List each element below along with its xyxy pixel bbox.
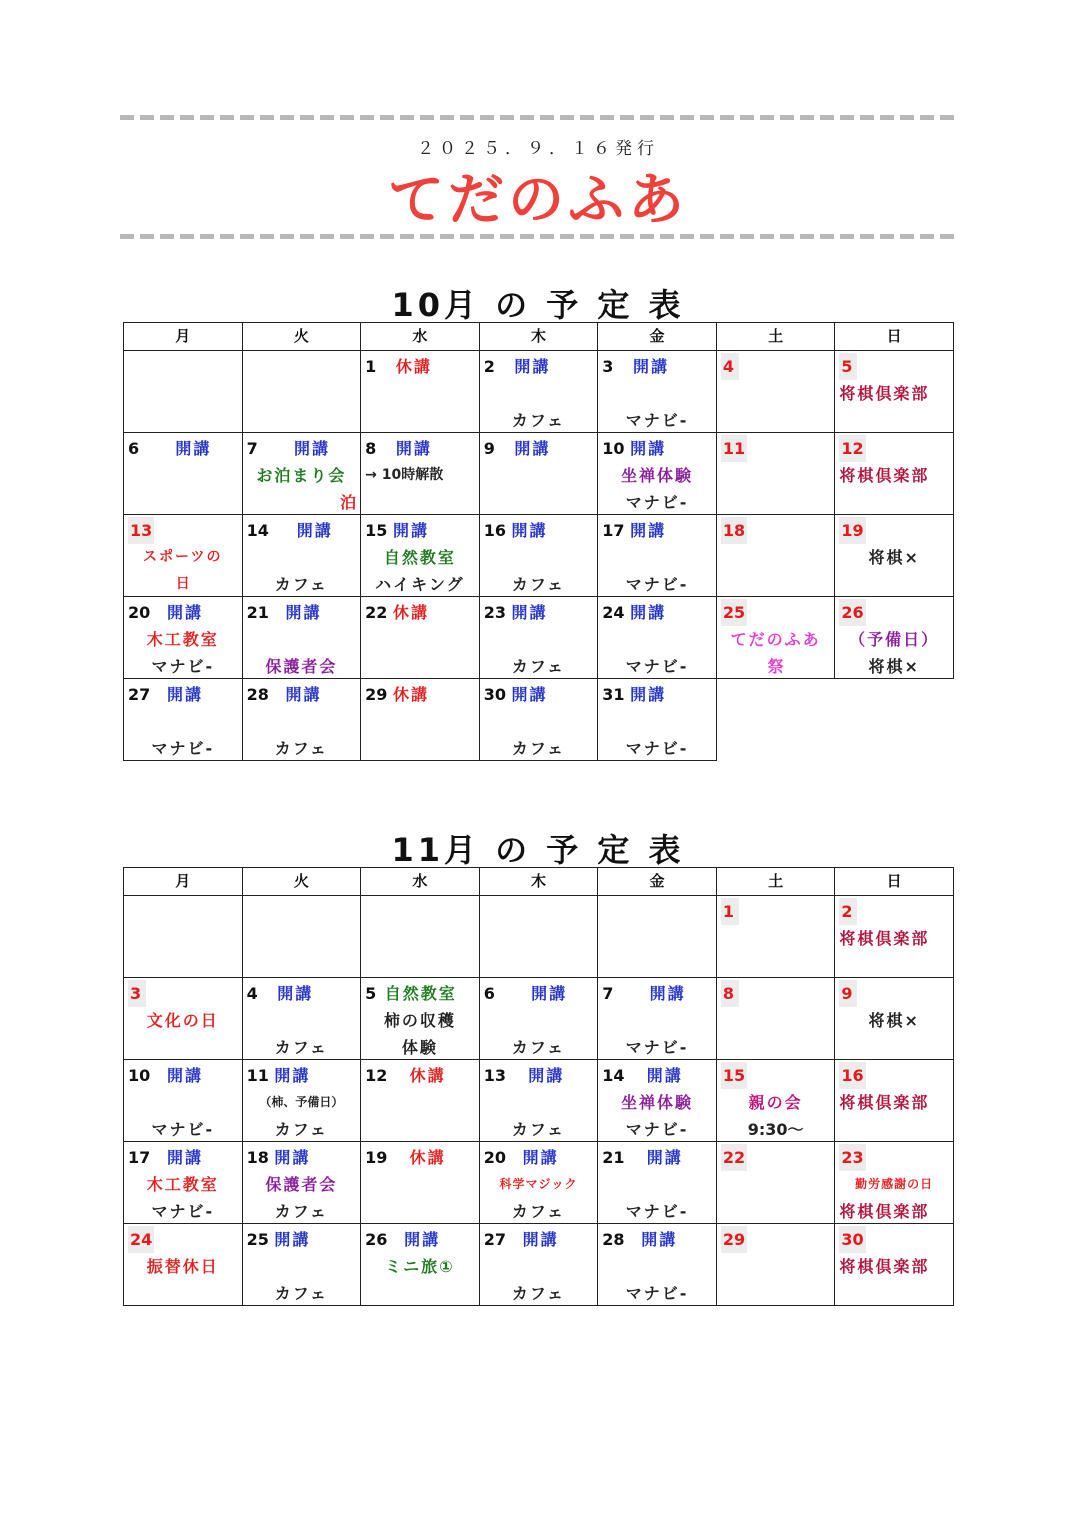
day-cell xyxy=(361,351,480,433)
day-cell xyxy=(835,433,954,515)
status-open: 開講 xyxy=(285,603,322,622)
day-cell-empty xyxy=(124,896,243,978)
status-open: 開講 xyxy=(175,439,212,458)
note-no-shogi: 将棋× xyxy=(868,657,920,676)
day-number: 10 xyxy=(128,1066,151,1085)
status-open: 開講 xyxy=(277,984,314,1003)
day-cell-empty xyxy=(598,896,717,978)
day-cell xyxy=(598,515,717,597)
day-number: 29 xyxy=(721,1226,747,1253)
day-cell-empty xyxy=(361,896,480,978)
day-cell xyxy=(835,351,954,433)
day-number: 17 xyxy=(602,521,625,540)
day-number: 23 xyxy=(839,1144,865,1171)
day-cell xyxy=(124,597,243,679)
day-cell xyxy=(598,679,717,761)
day-cell xyxy=(124,978,243,1060)
day-cell xyxy=(835,515,954,597)
day-number: 6 xyxy=(128,439,140,458)
day-number: 14 xyxy=(246,521,269,540)
day-cell-empty xyxy=(243,896,362,978)
note-manabi: マナビ- xyxy=(625,1120,689,1139)
day-number: 20 xyxy=(483,1148,506,1167)
status-open: 開講 xyxy=(630,521,667,540)
note-shogi-club: 将棋倶楽部 xyxy=(839,1202,930,1221)
day-number: 14 xyxy=(602,1066,625,1085)
day-number: 12 xyxy=(839,435,865,462)
day-cell-blank xyxy=(835,679,954,761)
status-open: 開講 xyxy=(528,1066,565,1085)
status-open: 開講 xyxy=(630,439,667,458)
status-open: 開講 xyxy=(641,1230,678,1249)
day-cell xyxy=(243,1142,362,1224)
day-number: 22 xyxy=(365,603,388,622)
event-mini-trip: ミニ旅① xyxy=(385,1257,455,1276)
day-number: 29 xyxy=(365,685,388,704)
day-number: 19 xyxy=(365,1148,388,1167)
status-open: 開講 xyxy=(514,357,551,376)
day-cell xyxy=(598,1224,717,1306)
weekday-wed: 水 xyxy=(361,323,480,351)
day-cell xyxy=(717,1224,836,1306)
event-persimmon-harvest: 柿の収穫 xyxy=(383,1011,456,1030)
day-number: 3 xyxy=(128,980,146,1007)
status-open: 開講 xyxy=(514,439,551,458)
note-cafe: カフェ xyxy=(274,739,328,758)
weekday-tue: 火 xyxy=(243,868,362,896)
note-parents-meeting: 保護者会 xyxy=(265,657,338,676)
day-cell xyxy=(480,978,599,1060)
day-cell xyxy=(124,1224,243,1306)
note-experience: 体験 xyxy=(401,1038,438,1057)
day-cell xyxy=(598,978,717,1060)
note-manabi: マナビ- xyxy=(625,1202,689,1221)
day-cell xyxy=(480,1142,599,1224)
status-open: 開講 xyxy=(285,685,322,704)
status-open: 開講 xyxy=(274,1230,311,1249)
day-cell xyxy=(717,597,836,679)
day-cell xyxy=(361,1224,480,1306)
day-number: 16 xyxy=(483,521,506,540)
status-closed: 休講 xyxy=(409,1148,446,1167)
day-cell xyxy=(480,515,599,597)
weekday-wed: 水 xyxy=(361,868,480,896)
day-cell xyxy=(835,978,954,1060)
day-cell xyxy=(361,978,480,1060)
note-cafe: カフェ xyxy=(274,1038,328,1057)
october-calendar xyxy=(123,322,954,761)
event-zazen: 坐禅体験 xyxy=(621,1093,694,1112)
weekday-mon: 月 xyxy=(124,323,243,351)
event-labor-thanksgiving: 勤労感謝の日 xyxy=(855,1177,934,1191)
day-number: 12 xyxy=(365,1066,388,1085)
note-cafe: カフェ xyxy=(274,1202,328,1221)
status-open: 開講 xyxy=(522,1148,559,1167)
event-woodwork: 木工教室 xyxy=(146,1175,219,1194)
note-cafe: カフェ xyxy=(511,411,566,430)
day-cell xyxy=(361,1060,480,1142)
day-cell xyxy=(717,978,836,1060)
day-number: 18 xyxy=(721,517,747,544)
event-festival: てだのふあ xyxy=(730,630,821,649)
note-manabi: マナビ- xyxy=(151,1120,215,1139)
day-number: 25 xyxy=(721,599,747,626)
november-title: 11月 の 予 定 表 xyxy=(391,831,685,869)
event-reserve-day: （予備日） xyxy=(849,630,940,649)
note-cafe: カフェ xyxy=(511,1284,566,1303)
day-number: 8 xyxy=(365,439,377,458)
day-cell xyxy=(243,433,362,515)
note-manabi: マナビ- xyxy=(151,657,215,676)
day-number: 17 xyxy=(128,1148,151,1167)
weekday-fri: 金 xyxy=(598,868,717,896)
day-number: 20 xyxy=(128,603,151,622)
event-shogi-club: 将棋倶楽部 xyxy=(839,384,930,403)
day-cell xyxy=(717,896,836,978)
status-open: 開講 xyxy=(511,521,548,540)
issue-date: ２０２５．９．１６発行 xyxy=(417,139,659,159)
day-cell xyxy=(361,679,480,761)
day-number: 25 xyxy=(246,1230,269,1249)
day-cell xyxy=(598,1142,717,1224)
day-number: 30 xyxy=(483,685,506,704)
event-sleepover: お泊まり会 xyxy=(256,466,347,485)
day-cell xyxy=(243,1060,362,1142)
day-number: 9 xyxy=(839,980,857,1007)
day-cell xyxy=(361,433,480,515)
note-manabi: マナビ- xyxy=(625,411,689,430)
weekday-fri: 金 xyxy=(598,323,717,351)
event-sports-day: スポーツの xyxy=(143,549,223,565)
event-persimmon-reserve: （柿、予備日） xyxy=(259,1095,344,1109)
status-closed: 休講 xyxy=(392,603,429,622)
status-closed: 休講 xyxy=(409,1066,446,1085)
day-number: 9 xyxy=(483,439,495,458)
day-cell xyxy=(480,597,599,679)
day-number: 16 xyxy=(839,1062,865,1089)
day-cell xyxy=(361,1142,480,1224)
event-nature-class: 自然教室 xyxy=(383,548,456,567)
weekday-tue: 火 xyxy=(243,323,362,351)
note-manabi: マナビ- xyxy=(151,1202,215,1221)
weekday-thu: 木 xyxy=(480,323,599,351)
day-number: 6 xyxy=(483,984,495,1003)
weekday-sat: 土 xyxy=(717,323,836,351)
day-number: 2 xyxy=(839,898,857,925)
day-number: 1 xyxy=(365,357,377,376)
day-cell-blank xyxy=(717,679,836,761)
event-science-magic: 科学マジック xyxy=(499,1177,578,1191)
day-number: 30 xyxy=(839,1226,865,1253)
day-number: 15 xyxy=(721,1062,747,1089)
day-cell xyxy=(124,515,243,597)
note-cafe: カフェ xyxy=(511,575,566,594)
event-zazen: 坐禅体験 xyxy=(621,466,694,485)
top-divider xyxy=(120,115,958,120)
status-open: 開講 xyxy=(630,685,667,704)
day-number: 27 xyxy=(128,685,151,704)
weekday-sat: 土 xyxy=(717,868,836,896)
october-title: 10月 の 予 定 表 xyxy=(391,286,685,324)
day-number: 24 xyxy=(602,603,625,622)
day-cell xyxy=(480,1060,599,1142)
day-number: 19 xyxy=(839,517,865,544)
status-open: 開講 xyxy=(646,1066,683,1085)
weekday-mon: 月 xyxy=(124,868,243,896)
status-open: 開講 xyxy=(630,603,667,622)
day-cell-empty xyxy=(124,351,243,433)
status-open: 開講 xyxy=(511,685,548,704)
status-closed: 休講 xyxy=(395,357,432,376)
day-cell xyxy=(835,1142,954,1224)
day-number: 27 xyxy=(483,1230,506,1249)
day-cell xyxy=(598,433,717,515)
note-cafe: カフェ xyxy=(511,739,566,758)
day-cell xyxy=(361,597,480,679)
day-cell xyxy=(480,1224,599,1306)
day-number: 21 xyxy=(246,603,269,622)
note-manabi: マナビ- xyxy=(625,1284,689,1303)
day-number: 23 xyxy=(483,603,506,622)
day-number: 5 xyxy=(839,353,857,380)
status-open: 開講 xyxy=(522,1230,559,1249)
day-number: 7 xyxy=(246,439,258,458)
event-parents-group: 親の会 xyxy=(748,1093,803,1112)
note-hiking: ハイキング xyxy=(375,575,465,594)
note-manabi: マナビ- xyxy=(625,657,689,676)
day-number: 11 xyxy=(721,435,747,462)
status-open: 開講 xyxy=(511,603,548,622)
event-culture-day: 文化の日 xyxy=(146,1011,219,1030)
day-cell xyxy=(717,515,836,597)
status-open: 開講 xyxy=(531,984,568,1003)
event-dismissal: → 10時解散 xyxy=(365,467,444,483)
event-no-shogi: 将棋× xyxy=(868,1011,920,1030)
day-number: 3 xyxy=(602,357,614,376)
status-open: 開講 xyxy=(632,357,669,376)
day-number: 13 xyxy=(128,517,154,544)
note-cafe: カフェ xyxy=(511,1202,566,1221)
day-number: 8 xyxy=(721,980,739,1007)
status-open: 開講 xyxy=(166,1066,203,1085)
note-cafe: カフェ xyxy=(274,1120,328,1139)
note-manabi: マナビ- xyxy=(625,739,689,758)
day-cell xyxy=(124,433,243,515)
day-cell xyxy=(717,433,836,515)
day-number: 26 xyxy=(365,1230,388,1249)
status-open: 開講 xyxy=(274,1148,311,1167)
status-open: 開講 xyxy=(392,521,429,540)
day-number: 26 xyxy=(839,599,865,626)
day-number: 31 xyxy=(602,685,625,704)
note-cafe: カフェ xyxy=(511,1120,566,1139)
status-open: 開講 xyxy=(646,1148,683,1167)
day-cell xyxy=(124,1060,243,1142)
day-cell-empty xyxy=(480,896,599,978)
event-shogi-club: 将棋倶楽部 xyxy=(839,1093,930,1112)
event-no-shogi: 将棋× xyxy=(868,548,920,567)
day-number: 28 xyxy=(246,685,269,704)
day-number: 10 xyxy=(602,439,625,458)
day-cell xyxy=(598,597,717,679)
status-closed: 休講 xyxy=(392,685,429,704)
day-cell xyxy=(243,515,362,597)
day-number: 5 xyxy=(365,984,377,1003)
day-cell xyxy=(717,1060,836,1142)
note-manabi: マナビ- xyxy=(625,1038,689,1057)
day-number: 4 xyxy=(246,984,258,1003)
status-open: 開講 xyxy=(296,521,333,540)
day-cell xyxy=(717,1142,836,1224)
note-manabi: マナビ- xyxy=(625,575,689,594)
event-shogi-club: 将棋倶楽部 xyxy=(839,1257,930,1276)
day-number: 13 xyxy=(483,1066,506,1085)
event-overnight: 泊 xyxy=(340,493,357,512)
note-cafe: カフェ xyxy=(511,1038,566,1057)
event-substitute-holiday: 振替休日 xyxy=(146,1257,219,1276)
note-cafe: カフェ xyxy=(511,657,566,676)
day-cell xyxy=(598,351,717,433)
status-open: 開講 xyxy=(649,984,686,1003)
bottom-divider xyxy=(120,234,958,239)
day-cell xyxy=(835,1060,954,1142)
day-cell xyxy=(124,679,243,761)
weekday-sun: 日 xyxy=(835,868,954,896)
note-manabi: マナビ- xyxy=(625,493,689,512)
day-number: 24 xyxy=(128,1226,154,1253)
note-cafe: カフェ xyxy=(274,575,328,594)
status-open: 開講 xyxy=(404,1230,441,1249)
weekday-thu: 木 xyxy=(480,868,599,896)
day-cell xyxy=(243,597,362,679)
event-festival-2: 祭 xyxy=(767,657,784,676)
day-cell-empty xyxy=(243,351,362,433)
day-cell xyxy=(243,679,362,761)
day-cell xyxy=(243,978,362,1060)
day-cell xyxy=(361,515,480,597)
day-cell xyxy=(124,1142,243,1224)
day-number: 2 xyxy=(483,357,495,376)
day-number: 21 xyxy=(602,1148,625,1167)
day-number: 22 xyxy=(721,1144,747,1171)
day-number: 11 xyxy=(246,1066,269,1085)
status-nature-class: 自然教室 xyxy=(384,984,457,1003)
day-number: 18 xyxy=(246,1148,269,1167)
status-open: 開講 xyxy=(166,685,203,704)
day-cell xyxy=(243,1224,362,1306)
day-cell xyxy=(480,679,599,761)
day-cell xyxy=(835,896,954,978)
day-cell xyxy=(480,433,599,515)
day-number: 28 xyxy=(602,1230,625,1249)
november-calendar xyxy=(123,867,954,1306)
day-number: 4 xyxy=(721,353,739,380)
event-parents-meeting: 保護者会 xyxy=(265,1175,338,1194)
day-number: 15 xyxy=(365,521,388,540)
day-cell xyxy=(835,1224,954,1306)
status-open: 開講 xyxy=(166,603,203,622)
note-cafe: カフェ xyxy=(274,1284,328,1303)
day-number: 7 xyxy=(602,984,614,1003)
status-open: 開講 xyxy=(166,1148,203,1167)
status-open: 開講 xyxy=(293,439,330,458)
day-cell xyxy=(480,351,599,433)
day-number: 1 xyxy=(721,898,739,925)
event-shogi-club: 将棋倶楽部 xyxy=(839,929,930,948)
note-manabi: マナビ- xyxy=(151,739,215,758)
day-cell xyxy=(598,1060,717,1142)
newsletter-title: てだのふあ xyxy=(388,168,688,233)
event-sports-day-2: 日 xyxy=(175,576,190,592)
day-cell xyxy=(835,597,954,679)
event-woodwork: 木工教室 xyxy=(146,630,219,649)
status-open: 開講 xyxy=(395,439,432,458)
day-cell xyxy=(717,351,836,433)
note-time: 9:30～ xyxy=(747,1120,804,1139)
status-open: 開講 xyxy=(274,1066,311,1085)
event-shogi-club: 将棋倶楽部 xyxy=(839,466,930,485)
weekday-sun: 日 xyxy=(835,323,954,351)
